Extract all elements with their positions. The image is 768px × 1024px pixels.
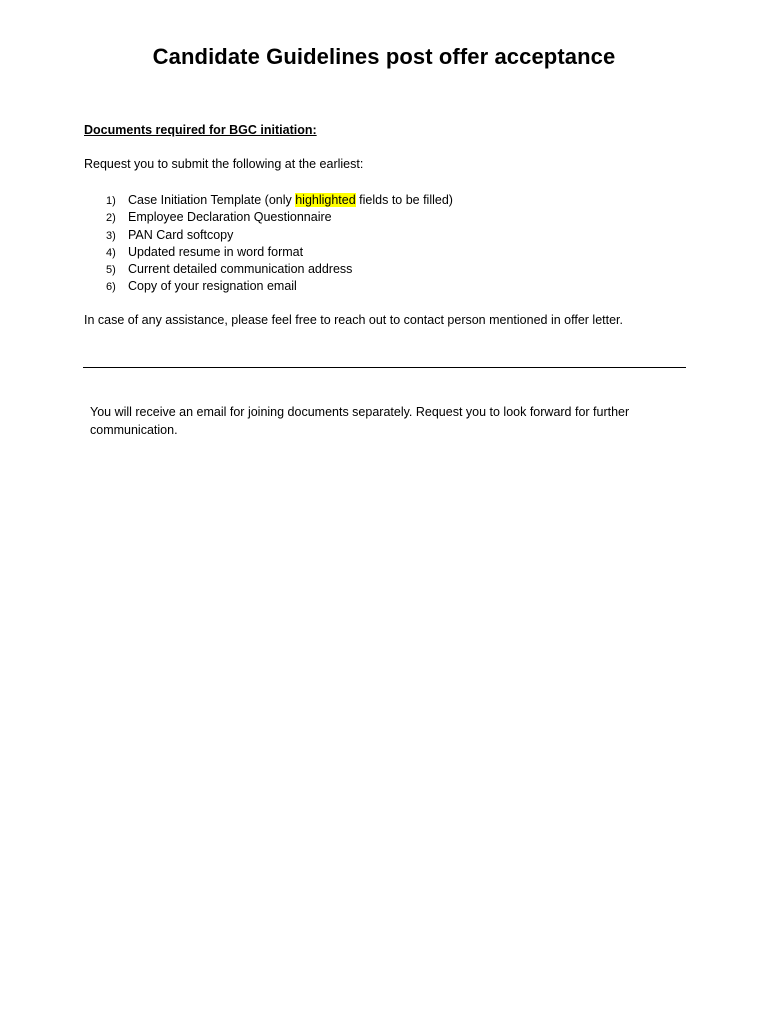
list-item-text: Case Initiation Template (only highlighted fields to be filled) <box>128 193 453 207</box>
list-item-text: Updated resume in word format <box>128 244 304 259</box>
highlighted-word: highlighted <box>295 193 356 207</box>
list-item-text: Copy of your resignation email <box>128 279 297 294</box>
list-item-number: 4) <box>106 246 116 259</box>
list-item-text: Current detailed communication address <box>128 262 353 277</box>
joining-note: You will receive an email for joining documents separately. Request you to look forward for further communication. <box>90 405 630 437</box>
list-item <box>84 261 453 278</box>
assistance-text: In case of any assistance, please feel free to reach out to contact person mentioned in offer letter. <box>84 313 623 327</box>
intro-text: Request you to submit the following at the earliest: <box>84 157 364 171</box>
list-item <box>84 192 453 209</box>
divider-line <box>83 367 686 368</box>
list-item-number: 3) <box>106 229 116 242</box>
list-item <box>84 278 453 295</box>
list-item-number: 1) <box>106 195 116 207</box>
list-item-text: PAN Card softcopy <box>128 227 234 242</box>
list-item-text: Employee Declaration Questionnaire <box>128 210 332 225</box>
list-item <box>84 227 453 244</box>
documents-list <box>84 192 453 296</box>
list-item-number: 6) <box>106 281 116 294</box>
list-item <box>84 244 453 261</box>
page-title: Candidate Guidelines post offer acceptance <box>152 44 616 69</box>
section-heading: Documents required for BGC initiation: <box>84 123 317 137</box>
list-item-number: 2) <box>106 212 116 225</box>
list-item <box>84 209 453 226</box>
list-item-number: 5) <box>106 264 116 277</box>
